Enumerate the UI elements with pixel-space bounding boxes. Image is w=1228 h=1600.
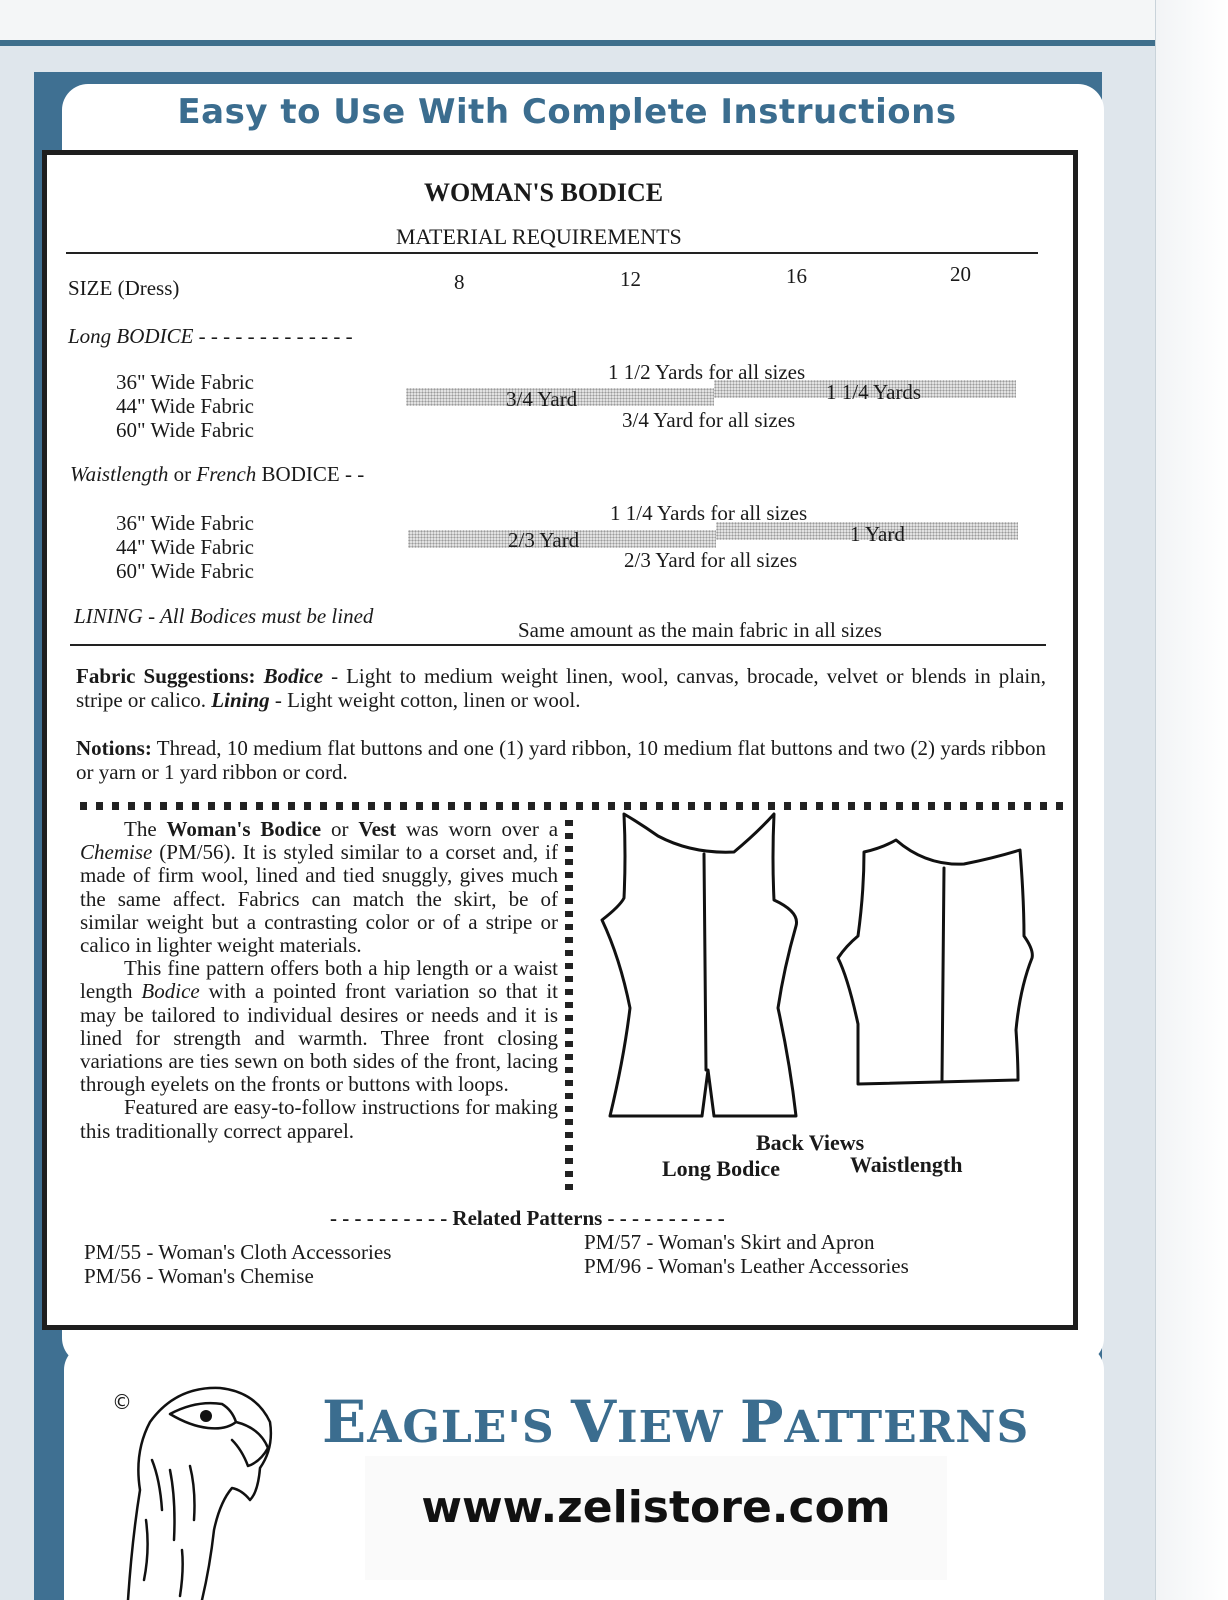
long-bodice-header: Long BODICE - - - - - - - - - - - - - [68, 324, 353, 348]
waist-44-small-value: 2/3 Yard [508, 528, 580, 552]
pattern-title: WOMAN'S BODICE [424, 178, 664, 207]
waist-fabric-60: 60" Wide Fabric [116, 559, 254, 583]
description-paragraph-2: This fine pattern offers both a hip length or a waist length Bodice with a pointed front variation so that it may be tailored to individual desires or needs and it is lined for strength and warmth. Three front closing variations are ties sewn on both sides of the front, lacing through eyelets on the fronts or buttons with loops. [80, 956, 559, 1097]
fabric-suggestions: Fabric Suggestions: Bodice - Light to medium weight linen, wool, canvas, brocade, velvet or blends in plain, stripe or calico. Lining - Light weight cotton, linen or wool. [76, 664, 1047, 712]
headline: Easy to Use With Complete Instructions [177, 92, 957, 132]
long-bodice-caption: Long Bodice [662, 1156, 780, 1181]
related-pattern-item: PM/96 - Woman's Leather Accessories [584, 1254, 909, 1278]
related-pattern-item: PM/55 - Woman's Cloth Accessories [84, 1240, 392, 1264]
page-top-margin [0, 0, 1228, 44]
waistlength-bodice-header: Waistlength or French BODICE - - [70, 462, 365, 486]
size-label: SIZE (Dress) [68, 276, 180, 300]
waist-44-large-value: 1 Yard [850, 522, 905, 546]
related-pattern-item: PM/57 - Woman's Skirt and Apron [584, 1230, 875, 1254]
description [80, 818, 558, 1143]
lining-label: LINING - All Bodices must be lined [74, 604, 374, 628]
size-8: 8 [454, 270, 465, 294]
description-paragraph-3: Featured are easy-to-follow instructions for making this traditionally correct apparel. [80, 1095, 558, 1143]
long-fabric-44: 44" Wide Fabric [116, 394, 254, 418]
long-44-large-value: 1 1/4 Yards [826, 380, 922, 404]
size-20: 20 [950, 262, 971, 286]
brand-name: EAGLE'S VIEW PATTERNS [322, 1388, 1030, 1456]
page-edge [1155, 0, 1228, 1600]
waist-fabric-44: 44" Wide Fabric [116, 535, 254, 559]
back-views-illustration [596, 808, 1046, 1140]
eagle-logo-icon [110, 1370, 280, 1600]
long-bodice-outline [602, 814, 797, 1116]
long-bodice-seam [704, 854, 706, 1070]
waist-36-value: 1 1/4 Yards for all sizes [610, 501, 808, 525]
long-36-value: 1 1/2 Yards for all sizes [608, 360, 806, 384]
divider-top [66, 252, 1038, 254]
description-paragraph-1: The Woman's Bodice or Vest was worn over a Chemise (PM/56). It is styled similar to a corset and, if made of firm wool, lined and tied snuggly, gives much the same affect. Fabrics can match the skirt, be of similar weight but a contrasting color or of a stripe or calico in lighter weight materials. [80, 817, 559, 958]
dotted-divider-vertical [565, 820, 573, 1192]
waistlength-caption: Waistlength [850, 1152, 963, 1177]
long-44-small-value: 3/4 Yard [506, 387, 578, 411]
material-requirements-heading: MATERIAL REQUIREMENTS [396, 224, 682, 249]
long-60-value: 3/4 Yard for all sizes [622, 408, 796, 432]
waistlength-seam [942, 868, 944, 1080]
size-12: 12 [620, 267, 641, 291]
waistlength-outline [838, 840, 1032, 1084]
long-fabric-36: 36" Wide Fabric [116, 370, 254, 394]
related-pattern-item: PM/56 - Woman's Chemise [84, 1264, 314, 1288]
notions: Notions: Thread, 10 medium flat buttons and one (1) yard ribbon, 10 medium flat buttons and two (2) yards ribbon or yarn or 1 yard ribbon or cord. [76, 736, 1046, 784]
waist-60-value: 2/3 Yard for all sizes [624, 548, 798, 572]
copyright-symbol: © [112, 1390, 132, 1414]
store-url: www.zelistore.com [421, 1482, 891, 1533]
related-patterns-heading: - - - - - - - - - - Related Patterns - - - - - - - - - - [330, 1206, 725, 1230]
lining-value: Same amount as the main fabric in all sizes [518, 618, 882, 642]
back-views-caption: Back Views [756, 1130, 865, 1155]
waist-fabric-36: 36" Wide Fabric [116, 511, 254, 535]
top-rule [0, 40, 1228, 46]
size-16: 16 [786, 264, 807, 288]
long-fabric-60: 60" Wide Fabric [116, 418, 254, 442]
divider-middle [70, 644, 1046, 646]
